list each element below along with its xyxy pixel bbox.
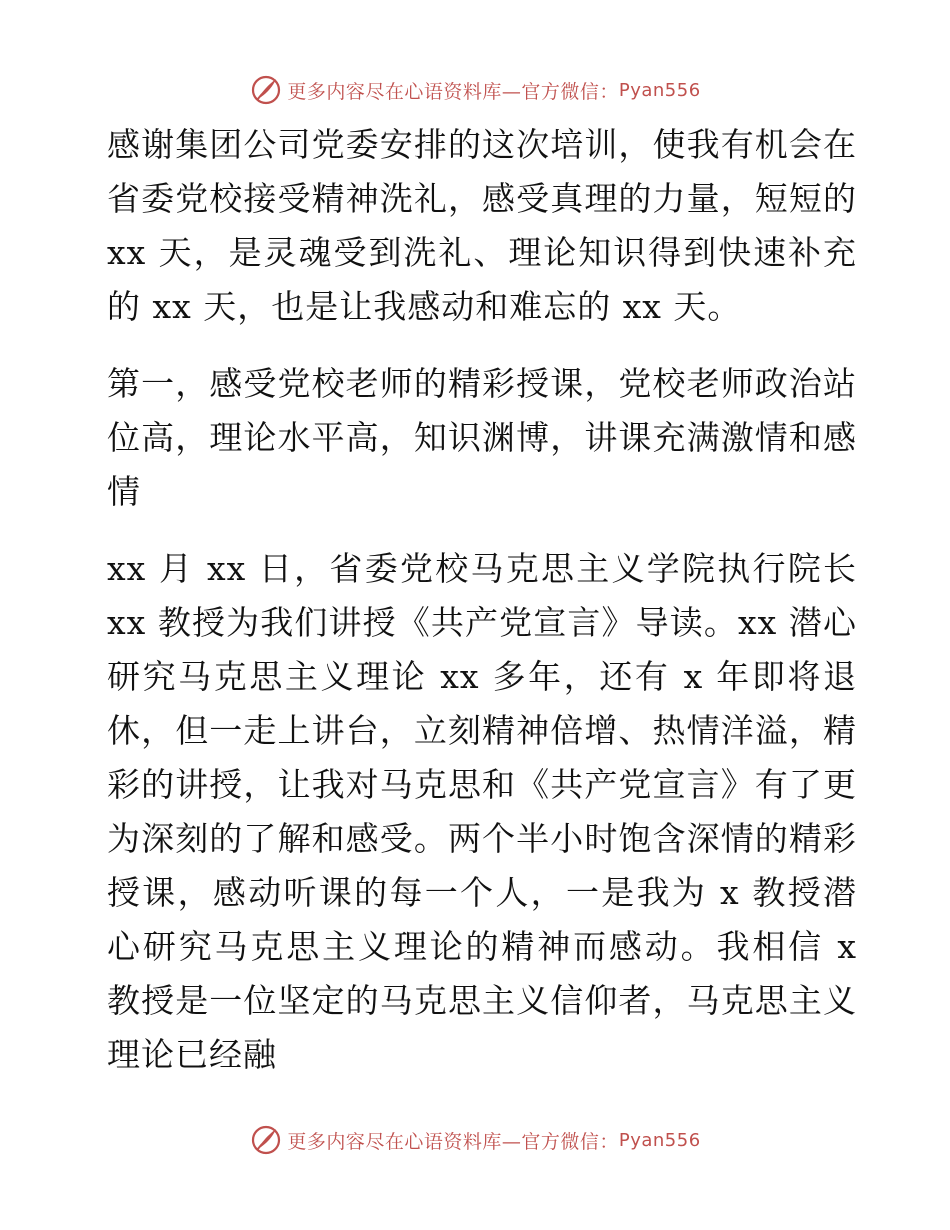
quill-logo-icon: [249, 73, 283, 107]
footer-watermark: [0, 1120, 950, 1160]
paragraph-intro: 感谢集团公司党委安排的这次培训，使我有机会在省委党校接受精神洗礼，感受真理的力量，短短的 xx 天，是灵魂受到洗礼、理论知识得到快速补充的 xx 天，也是让我感动和难忘的 xx 天。: [107, 125, 857, 326]
paragraph-lecture: xx 月 xx 日，省委党校马克思主义学院执行院长 xx 教授为我们讲授《共产党宣言》导读。xx 潜心研究马克思主义理论 xx 多年，还有 x 年即将退休，但一走上讲台，立刻精神倍增、热情洋溢，精彩的讲授，让我对马克思和《共产党宣言》有了更为深刻的了解和感受。两个半小时饱含深情的精彩授课，感动听课的每一个人，一是我为 x 教授潜心研究马克思主义理论的精神而感动。我相信 x 教授是一位坚定的马克思主义信仰者，马克思主义理论已经融: [107, 549, 857, 1074]
document-body: [97, 118, 857, 1082]
watermark-wechat-id: Pyan556: [618, 79, 701, 101]
watermark-text: 更多内容尽在心语资料库—官方微信：: [287, 1130, 619, 1153]
paragraph-section-one: 第一，感受党校老师的精彩授课，党校老师政治站位高，理论水平高，知识渊博，讲课充满激情和感情: [107, 364, 857, 511]
quill-logo-icon: [249, 1123, 283, 1157]
watermark-wechat-id: Pyan556: [618, 1129, 701, 1151]
header-watermark: [0, 70, 950, 110]
watermark-text: 更多内容尽在心语资料库—官方微信：: [287, 80, 619, 103]
